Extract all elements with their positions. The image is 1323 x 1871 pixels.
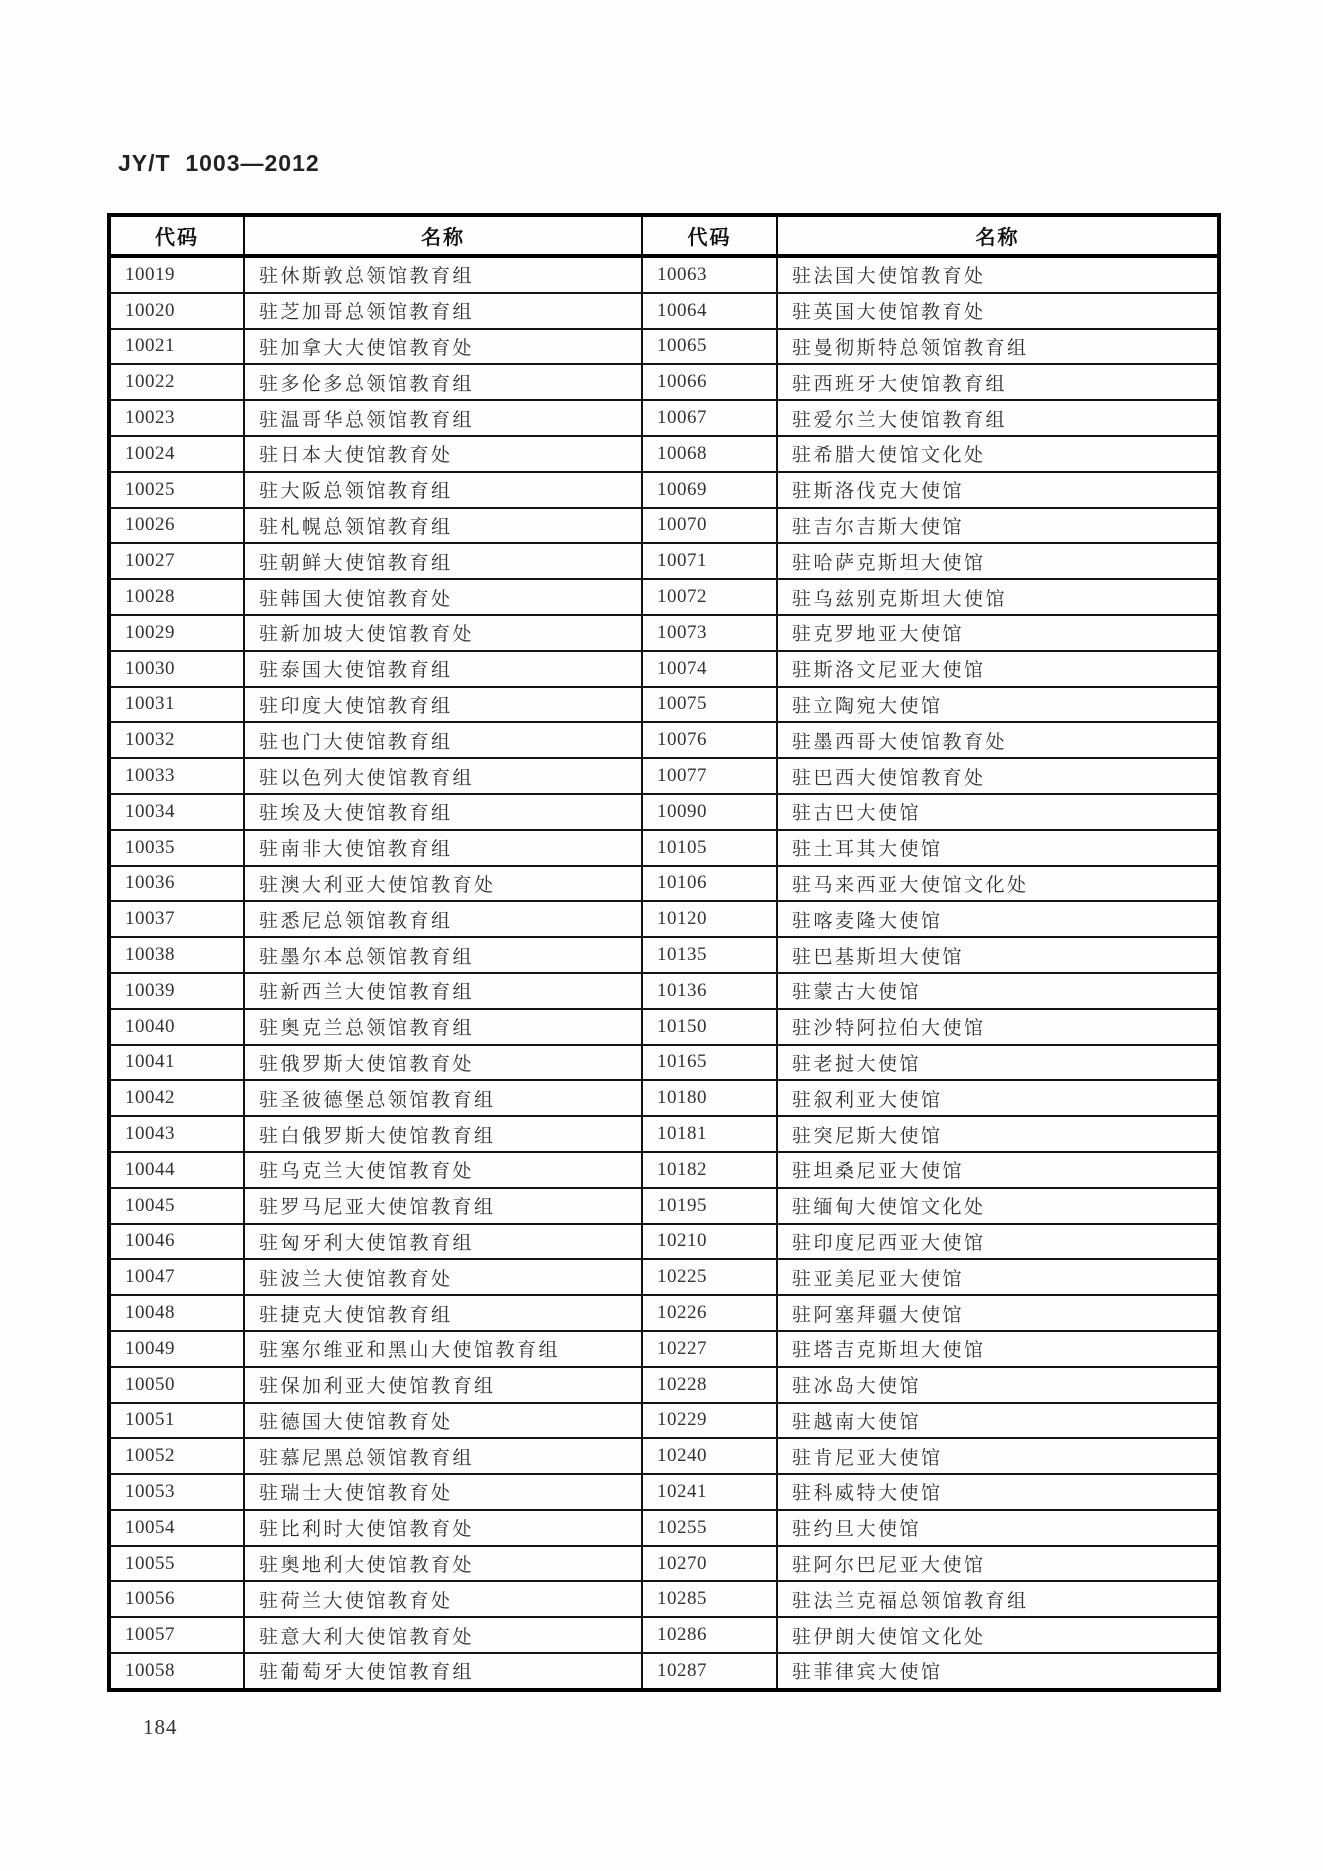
code-cell: 10022 (109, 364, 244, 400)
name-cell: 驻阿塞拜疆大使馆 (777, 1295, 1219, 1331)
code-cell: 10040 (109, 1009, 244, 1045)
name-cell: 驻曼彻斯特总领馆教育组 (777, 329, 1219, 365)
code-cell: 10055 (109, 1546, 244, 1582)
name-cell: 驻乌克兰大使馆教育处 (244, 1152, 642, 1188)
code-cell: 10046 (109, 1224, 244, 1260)
name-cell: 驻叙利亚大使馆 (777, 1080, 1219, 1116)
code-cell: 10077 (642, 758, 777, 794)
code-cell: 10049 (109, 1331, 244, 1367)
code-cell: 10120 (642, 901, 777, 937)
code-cell: 10025 (109, 472, 244, 508)
name-cell: 驻札幌总领馆教育组 (244, 508, 642, 544)
code-cell: 10033 (109, 758, 244, 794)
table-row (109, 1009, 1219, 1045)
table-row (109, 543, 1219, 579)
name-cell: 驻多伦多总领馆教育组 (244, 364, 642, 400)
code-cell: 10069 (642, 472, 777, 508)
table-row (109, 1295, 1219, 1331)
table-row (109, 830, 1219, 866)
code-cell: 10286 (642, 1617, 777, 1653)
table-header (109, 215, 1219, 256)
header-code-left: 代码 (109, 215, 244, 256)
name-cell: 驻休斯敦总领馆教育组 (244, 256, 642, 293)
standard-code: JY/T 1003—2012 (118, 150, 320, 176)
name-cell: 驻悉尼总领馆教育组 (244, 901, 642, 937)
table-row (109, 1581, 1219, 1617)
name-cell: 驻乌兹别克斯坦大使馆 (777, 579, 1219, 615)
header-row (109, 215, 1219, 256)
table-row (109, 329, 1219, 365)
name-cell: 驻法国大使馆教育处 (777, 256, 1219, 293)
name-cell: 驻德国大使馆教育处 (244, 1403, 642, 1439)
name-cell: 驻日本大使馆教育处 (244, 436, 642, 472)
table-row (109, 722, 1219, 758)
name-cell: 驻墨尔本总领馆教育组 (244, 937, 642, 973)
name-cell: 驻罗马尼亚大使馆教育组 (244, 1188, 642, 1224)
code-cell: 10150 (642, 1009, 777, 1045)
code-cell: 10021 (109, 329, 244, 365)
name-cell: 驻以色列大使馆教育组 (244, 758, 642, 794)
name-cell: 驻奥地利大使馆教育处 (244, 1546, 642, 1582)
name-cell: 驻越南大使馆 (777, 1403, 1219, 1439)
table-row (109, 1510, 1219, 1546)
code-cell: 10019 (109, 256, 244, 293)
table-row (109, 973, 1219, 1009)
table-row (109, 1438, 1219, 1474)
code-cell: 10047 (109, 1259, 244, 1295)
header-name-left: 名称 (244, 215, 642, 256)
name-cell: 驻喀麦隆大使馆 (777, 901, 1219, 937)
code-cell: 10270 (642, 1546, 777, 1582)
table-row (109, 1653, 1219, 1690)
code-cell: 10074 (642, 651, 777, 687)
table-row (109, 937, 1219, 973)
name-cell: 驻塞尔维亚和黑山大使馆教育组 (244, 1331, 642, 1367)
name-cell: 驻塔吉克斯坦大使馆 (777, 1331, 1219, 1367)
code-cell: 10044 (109, 1152, 244, 1188)
code-cell: 10225 (642, 1259, 777, 1295)
name-cell: 驻菲律宾大使馆 (777, 1653, 1219, 1690)
name-cell: 驻法兰克福总领馆教育组 (777, 1581, 1219, 1617)
name-cell: 驻也门大使馆教育组 (244, 722, 642, 758)
name-cell: 驻慕尼黑总领馆教育组 (244, 1438, 642, 1474)
name-cell: 驻爱尔兰大使馆教育组 (777, 400, 1219, 436)
code-cell: 10032 (109, 722, 244, 758)
name-cell: 驻墨西哥大使馆教育处 (777, 722, 1219, 758)
table-row (109, 901, 1219, 937)
code-cell: 10180 (642, 1080, 777, 1116)
code-cell: 10056 (109, 1581, 244, 1617)
code-cell: 10240 (642, 1438, 777, 1474)
code-cell: 10227 (642, 1331, 777, 1367)
header-code-right: 代码 (642, 215, 777, 256)
name-cell: 驻巴基斯坦大使馆 (777, 937, 1219, 973)
code-cell: 10105 (642, 830, 777, 866)
name-cell: 驻圣彼德堡总领馆教育组 (244, 1080, 642, 1116)
code-cell: 10045 (109, 1188, 244, 1224)
code-cell: 10075 (642, 687, 777, 723)
name-cell: 驻蒙古大使馆 (777, 973, 1219, 1009)
name-cell: 驻加拿大大使馆教育处 (244, 329, 642, 365)
table-row (109, 256, 1219, 293)
code-cell: 10229 (642, 1403, 777, 1439)
name-cell: 驻印度大使馆教育组 (244, 687, 642, 723)
code-cell: 10195 (642, 1188, 777, 1224)
code-cell: 10182 (642, 1152, 777, 1188)
name-cell: 驻俄罗斯大使馆教育处 (244, 1045, 642, 1081)
name-cell: 驻新加坡大使馆教育处 (244, 615, 642, 651)
code-cell: 10050 (109, 1367, 244, 1403)
table-row (109, 1617, 1219, 1653)
name-cell: 驻冰岛大使馆 (777, 1367, 1219, 1403)
code-cell: 10064 (642, 293, 777, 329)
name-cell: 驻泰国大使馆教育组 (244, 651, 642, 687)
code-cell: 10090 (642, 794, 777, 830)
code-cell: 10048 (109, 1295, 244, 1331)
name-cell: 驻埃及大使馆教育组 (244, 794, 642, 830)
name-cell: 驻澳大利亚大使馆教育处 (244, 866, 642, 902)
name-cell: 驻土耳其大使馆 (777, 830, 1219, 866)
code-cell: 10036 (109, 866, 244, 902)
name-cell: 驻斯洛伐克大使馆 (777, 472, 1219, 508)
table-row (109, 293, 1219, 329)
code-cell: 10054 (109, 1510, 244, 1546)
name-cell: 驻英国大使馆教育处 (777, 293, 1219, 329)
table-row (109, 1331, 1219, 1367)
name-cell: 驻波兰大使馆教育处 (244, 1259, 642, 1295)
name-cell: 驻保加利亚大使馆教育组 (244, 1367, 642, 1403)
code-cell: 10031 (109, 687, 244, 723)
name-cell: 驻比利时大使馆教育处 (244, 1510, 642, 1546)
name-cell: 驻西班牙大使馆教育组 (777, 364, 1219, 400)
code-cell: 10106 (642, 866, 777, 902)
code-cell: 10068 (642, 436, 777, 472)
code-cell: 10035 (109, 830, 244, 866)
table-row (109, 508, 1219, 544)
code-cell: 10071 (642, 543, 777, 579)
code-cell: 10165 (642, 1045, 777, 1081)
code-cell: 10030 (109, 651, 244, 687)
table-row (109, 1188, 1219, 1224)
code-cell: 10058 (109, 1653, 244, 1690)
code-cell: 10287 (642, 1653, 777, 1690)
table-row (109, 687, 1219, 723)
name-cell: 驻朝鲜大使馆教育组 (244, 543, 642, 579)
code-cell: 10051 (109, 1403, 244, 1439)
table-row (109, 1403, 1219, 1439)
code-cell: 10037 (109, 901, 244, 937)
code-cell: 10057 (109, 1617, 244, 1653)
code-cell: 10020 (109, 293, 244, 329)
code-cell: 10028 (109, 579, 244, 615)
code-cell: 10027 (109, 543, 244, 579)
name-cell: 驻克罗地亚大使馆 (777, 615, 1219, 651)
header-name-right: 名称 (777, 215, 1219, 256)
code-cell: 10226 (642, 1295, 777, 1331)
table-row (109, 794, 1219, 830)
name-cell: 驻葡萄牙大使馆教育组 (244, 1653, 642, 1690)
code-cell: 10034 (109, 794, 244, 830)
table-row (109, 579, 1219, 615)
name-cell: 驻科威特大使馆 (777, 1474, 1219, 1510)
name-cell: 驻奥克兰总领馆教育组 (244, 1009, 642, 1045)
name-cell: 驻约旦大使馆 (777, 1510, 1219, 1546)
code-cell: 10023 (109, 400, 244, 436)
code-cell: 10067 (642, 400, 777, 436)
name-cell: 驻新西兰大使馆教育组 (244, 973, 642, 1009)
code-cell: 10042 (109, 1080, 244, 1116)
table-body (109, 256, 1219, 1690)
codes-table (107, 213, 1221, 1692)
page-number: 184 (143, 1715, 178, 1739)
code-cell: 10070 (642, 508, 777, 544)
table-row (109, 1367, 1219, 1403)
name-cell: 驻吉尔吉斯大使馆 (777, 508, 1219, 544)
code-cell: 10041 (109, 1045, 244, 1081)
name-cell: 驻古巴大使馆 (777, 794, 1219, 830)
table-row (109, 1080, 1219, 1116)
code-cell: 10285 (642, 1581, 777, 1617)
code-cell: 10255 (642, 1510, 777, 1546)
name-cell: 驻沙特阿拉伯大使馆 (777, 1009, 1219, 1045)
code-cell: 10073 (642, 615, 777, 651)
name-cell: 驻缅甸大使馆文化处 (777, 1188, 1219, 1224)
name-cell: 驻亚美尼亚大使馆 (777, 1259, 1219, 1295)
name-cell: 驻芝加哥总领馆教育组 (244, 293, 642, 329)
name-cell: 驻韩国大使馆教育处 (244, 579, 642, 615)
code-cell: 10029 (109, 615, 244, 651)
table-row (109, 866, 1219, 902)
table-row (109, 758, 1219, 794)
code-cell: 10026 (109, 508, 244, 544)
table-row (109, 1546, 1219, 1582)
name-cell: 驻阿尔巴尼亚大使馆 (777, 1546, 1219, 1582)
table-row (109, 364, 1219, 400)
code-cell: 10241 (642, 1474, 777, 1510)
name-cell: 驻白俄罗斯大使馆教育组 (244, 1116, 642, 1152)
table-row (109, 1152, 1219, 1188)
code-cell: 10072 (642, 579, 777, 615)
code-cell: 10063 (642, 256, 777, 293)
name-cell: 驻温哥华总领馆教育组 (244, 400, 642, 436)
table-row (109, 1224, 1219, 1260)
name-cell: 驻马来西亚大使馆文化处 (777, 866, 1219, 902)
name-cell: 驻瑞士大使馆教育处 (244, 1474, 642, 1510)
code-cell: 10053 (109, 1474, 244, 1510)
table-row (109, 1259, 1219, 1295)
code-cell: 10136 (642, 973, 777, 1009)
table-row (109, 436, 1219, 472)
name-cell: 驻伊朗大使馆文化处 (777, 1617, 1219, 1653)
table-row (109, 615, 1219, 651)
name-cell: 驻捷克大使馆教育组 (244, 1295, 642, 1331)
table-row (109, 1474, 1219, 1510)
name-cell: 驻南非大使馆教育组 (244, 830, 642, 866)
code-cell: 10066 (642, 364, 777, 400)
table-row (109, 400, 1219, 436)
code-cell: 10043 (109, 1116, 244, 1152)
code-cell: 10135 (642, 937, 777, 973)
code-cell: 10065 (642, 329, 777, 365)
name-cell: 驻斯洛文尼亚大使馆 (777, 651, 1219, 687)
name-cell: 驻印度尼西亚大使馆 (777, 1224, 1219, 1260)
table-row (109, 1045, 1219, 1081)
name-cell: 驻意大利大使馆教育处 (244, 1617, 642, 1653)
code-cell: 10024 (109, 436, 244, 472)
code-cell: 10228 (642, 1367, 777, 1403)
name-cell: 驻匈牙利大使馆教育组 (244, 1224, 642, 1260)
name-cell: 驻坦桑尼亚大使馆 (777, 1152, 1219, 1188)
code-cell: 10039 (109, 973, 244, 1009)
name-cell: 驻老挝大使馆 (777, 1045, 1219, 1081)
name-cell: 驻肯尼亚大使馆 (777, 1438, 1219, 1474)
name-cell: 驻大阪总领馆教育组 (244, 472, 642, 508)
table-row (109, 651, 1219, 687)
code-cell: 10038 (109, 937, 244, 973)
code-cell: 10181 (642, 1116, 777, 1152)
table-row (109, 472, 1219, 508)
code-cell: 10052 (109, 1438, 244, 1474)
code-cell: 10210 (642, 1224, 777, 1260)
name-cell: 驻巴西大使馆教育处 (777, 758, 1219, 794)
name-cell: 驻希腊大使馆文化处 (777, 436, 1219, 472)
table-row (109, 1116, 1219, 1152)
name-cell: 驻荷兰大使馆教育处 (244, 1581, 642, 1617)
name-cell: 驻哈萨克斯坦大使馆 (777, 543, 1219, 579)
name-cell: 驻突尼斯大使馆 (777, 1116, 1219, 1152)
name-cell: 驻立陶宛大使馆 (777, 687, 1219, 723)
code-cell: 10076 (642, 722, 777, 758)
